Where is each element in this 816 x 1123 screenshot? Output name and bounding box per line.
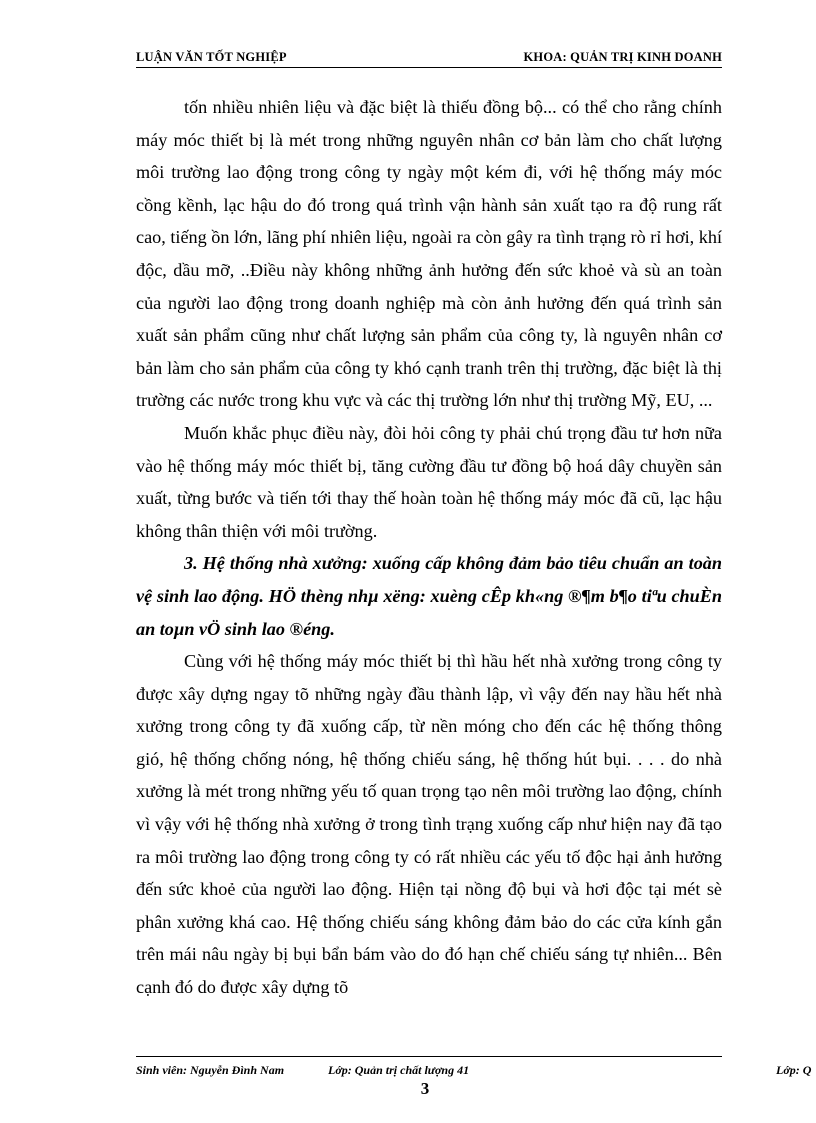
footer-divider bbox=[136, 1056, 722, 1057]
section-heading: 3. Hệ thống nhà xưởng: xuống cấp không đảm bảo tiêu chuẩn an toàn vệ sinh lao động. HÖ thèng nhµ xëng: xuèng cÊp kh«ng ®¶m b¶o tiªu chuÈn an toµn vÖ sinh lao ®éng. bbox=[136, 553, 722, 639]
document-body bbox=[136, 91, 722, 1004]
paragraph-2: Muốn khắc phục điều này, đòi hỏi công ty phải chú trọng đầu tư hơn nữa vào hệ thống máy móc thiết bị, tăng cường đầu tư đồng bộ hoá dây chuyền sản xuất, từng bước và tiến tới thay thế hoàn toàn hệ thống máy móc đã cũ, lạc hậu không thân thiện với môi trường. bbox=[136, 422, 722, 541]
page-header bbox=[136, 50, 722, 68]
page-number: 3 bbox=[420, 1079, 430, 1098]
footer-class-truncated: Lớp: Q bbox=[776, 1063, 812, 1077]
footer-student-name: Sinh viên: Nguyễn Đình Nam bbox=[136, 1063, 285, 1077]
header-thesis-title: LUẬN VĂN TỐT NGHIỆP bbox=[136, 50, 287, 64]
paragraph-3: Cùng với hệ thống máy móc thiết bị thì hầu hết nhà xưởng trong công ty được xây dựng ngay tõ những ngày đầu thành lập, vì vậy đến nay hầu hết nhà xưởng trong công ty đã xuống cấp, từ nền móng cho đến các hệ thống thông gió, hệ thống chống nóng, hệ thống chiếu sáng, hệ thống hút bụi. . . . do nhà xưởng là mét trong những yếu tố quan trọng tạo nên môi trường lao động, chính vì vậy với hệ thống nhà xưởng ở trong tình trạng xuống cấp như hiện nay đã tạo ra môi trường lao động trong công ty có rất nhiều các yếu tố độc hại ảnh hưởng đến sức khoẻ của người lao động. Hiện tại nồng độ bụi và hơi độc tại mét sè phân xưởng khá cao. Hệ thống chiếu sáng không đảm bảo do các cửa kính gắn trên mái nâu ngày bị bụi bẩn bám vào do đó hạn chế chiếu sáng tự nhiên... Bên cạnh đó do được xây dựng tõ bbox=[136, 651, 722, 998]
header-faculty: KHOA: QUẢN TRỊ KINH DOANH bbox=[523, 50, 722, 64]
page-footer bbox=[136, 1063, 816, 1079]
paragraph-1: tốn nhiều nhiên liệu và đặc biệt là thiếu đồng bộ... có thể cho rằng chính máy móc thiết bị là mét trong những nguyên nhân cơ bản làm cho chất lượng môi trường lao động trong công ty ngày một kém đi, với hệ thống máy móc cồng kềnh, lạc hậu do đó trong quá trình vận hành sản xuất tạo ra độ rung rất cao, tiếng ồn lớn, lãng phí nhiên liệu, ngoài ra còn gây ra tình trạng rò rỉ hơi, khí độc, dầu mỡ, ..Điều này không những ảnh hưởng đến sức khoẻ và sù an toàn của người lao động trong doanh nghiệp mà còn ảnh hưởng đến quá trình sản xuất sản phẩm cũng như chất lượng sản phẩm của công ty, là nguyên nhân cơ bản làm cho sản phẩm của công ty khó cạnh tranh trên thị trường, đặc biệt là thị trường các nước trong khu vực và các thị trường lớn như thị trường Mỹ, EU, ... bbox=[136, 97, 722, 411]
footer-class-label: Lớp: Quản trị chất lượng 41 bbox=[328, 1063, 470, 1077]
